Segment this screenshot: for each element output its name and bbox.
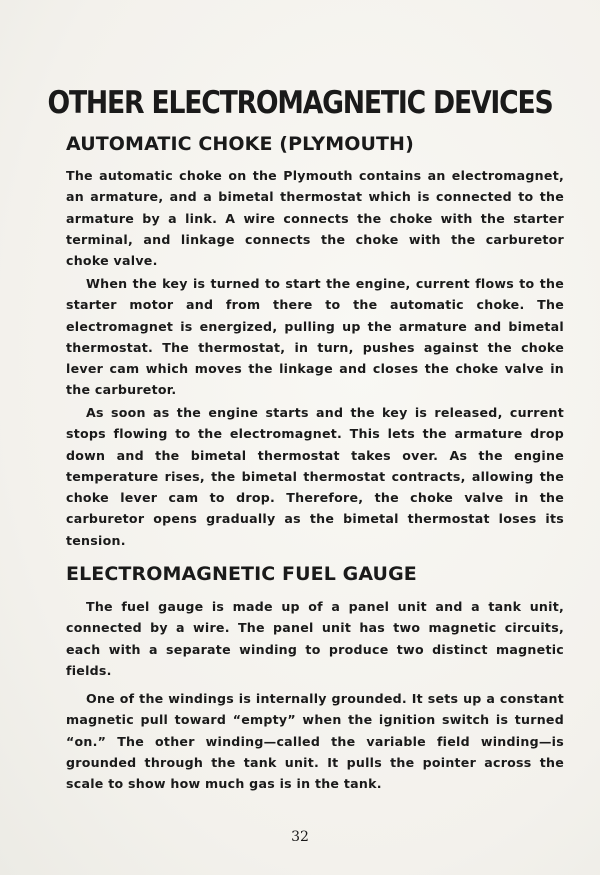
section-heading-fuel-gauge: ELECTROMAGNETIC FUEL GAUGE: [66, 563, 417, 585]
page-title: OTHER ELECTROMAGNETIC DEVICES: [47, 85, 553, 121]
paragraph: The fuel gauge is made up of a panel unit and a tank unit, connected by a wire. The panel unit has two magnetic circuits, each with a separate winding to produce two distinct magnetic fields.: [66, 599, 564, 678]
paragraph: As soon as the engine starts and the key is released, current stops flowing to the electromagnet. This lets the armature drop down and the bimetal thermostat takes over. As the engine temperature rises, the bimetal thermostat contracts, allowing the choke lever cam to drop. Therefore, the choke valve in the carburetor opens gradually as the bimetal thermostat loses its tension.: [66, 405, 564, 548]
paragraph: One of the windings is internally grounded. It sets up a constant magnetic pull toward “empty” when the ignition switch is turned “on.” The other winding—called the variable field winding—is grounded through the tank unit. It pulls the pointer across the scale to show how much gas is in the tank.: [66, 691, 564, 792]
paragraph: When the key is turned to start the engine, current flows to the starter motor and from there to the automatic choke. The electromagnet is energized, pulling up the armature and bimetal thermostat. The thermostat, in turn, pushes against the choke lever cam which moves the linkage and closes the choke valve in the carburetor.: [66, 276, 564, 398]
paragraph: The automatic choke on the Plymouth contains an electromagnet, an armature, and a bimetal thermostat which is connected to the armature by a link. A wire connects the choke with the starter terminal, and linkage connects the choke with the carburetor choke valve.: [66, 168, 564, 269]
section-heading-automatic-choke: AUTOMATIC CHOKE (PLYMOUTH): [66, 133, 414, 155]
page-number: 32: [291, 829, 309, 845]
